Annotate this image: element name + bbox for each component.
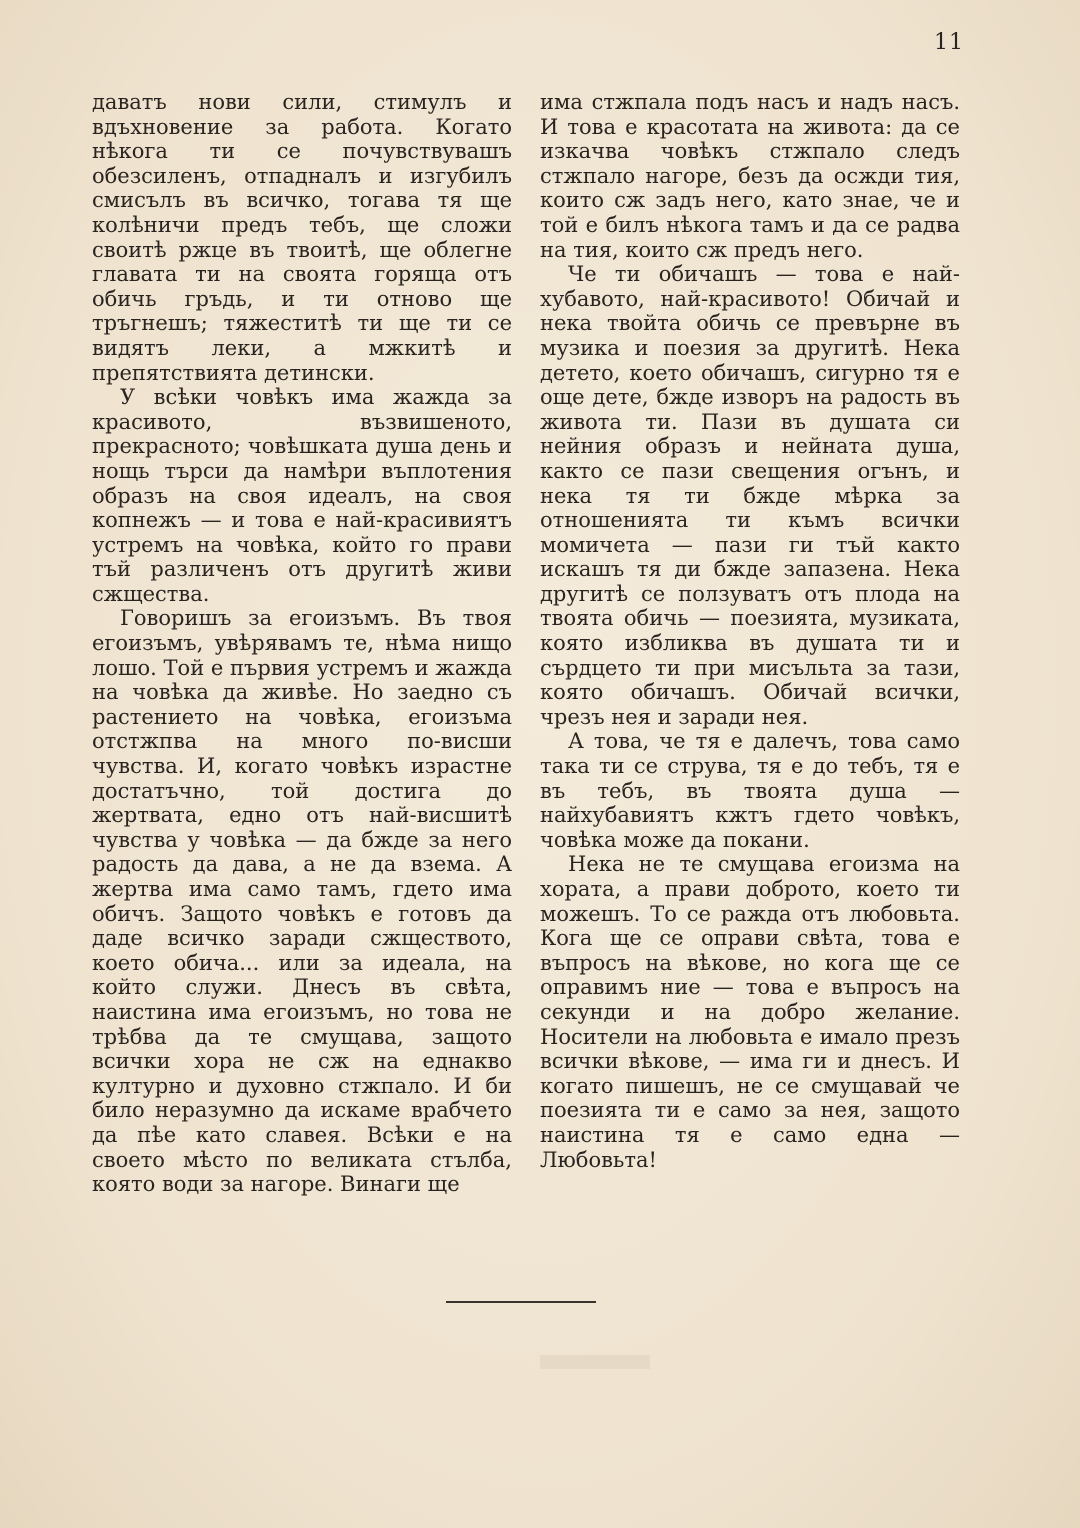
- show-through-mark: [540, 1355, 650, 1369]
- paragraph: У всѣки човѣкъ има жажда за красивото, възвишеното, прекрасното; човѣшката душа день и нощь търси да намѣри въплотения образъ на своя идеалъ, на своя копнежъ — и това е най-красивиятъ устремъ на човѣка, който го прави тъй различенъ отъ другитѣ живи сжщества.: [92, 385, 512, 606]
- paragraph: има стжпала подъ насъ и надъ насъ. И това е красотата на живота: да се изкачва човѣкъ стжпало следъ стжпало нагоре, безъ да осжди тия, които сж задъ него, като знае, че и той е билъ нѣкога тамъ и да се радва на тия, които сж предъ него.: [540, 90, 960, 262]
- paragraph: Нека не те смущава егоизма на хората, а прави доброто, което ти можешъ. То се ражда отъ любовьта. Кога ще се оправи свѣта, това е въпросъ на вѣкове, но кога ще се оправимъ ние — това е въпросъ на секунди и на добро желание. Носители на любовьта е имало презъ всички вѣкове, — има ги и днесъ. И когато пишешъ, не се смущавай че поезията ти е само за нея, защото наистина тя е само една — Любовьта!: [540, 852, 960, 1172]
- right-column: [540, 90, 960, 1172]
- section-end-rule: [446, 1301, 596, 1303]
- paragraph: даватъ нови сили, стимулъ и вдъхновение за работа. Когато нѣкога ти се почувствувашъ обезсиленъ, отпадналъ и изгубилъ смисълъ въ всичко, тогава тя ще колѣничи предъ тебъ, ще сложи своитѣ ржце въ твоитѣ, ще облегне главата ти на своята горяща отъ обичь гръдь, и ти отново ще тръгнешъ; тяжеститѣ ти ще ти се видятъ леки, а мжкитѣ и препятствията детински.: [92, 90, 512, 385]
- paragraph: Говоришъ за егоизъмъ. Въ твоя егоизъмъ, увѣрявамъ те, нѣма нищо лошо. Той е първия устремъ и жажда на човѣка да живѣе. Но заедно съ растението на човѣка, егоизъма отстжпва на много по-висши чувства. И, когато човѣкъ израстне достатъчно, той достига до жертвата, едно отъ най-висшитѣ чувства у човѣка — да бжде за него радость да дава, а не да взема. А жертва има само тамъ, гдето има обичъ. Защото човѣкъ е готовъ да даде всичко заради сжществото, което обича... или за идеала, на който служи. Днесъ въ свѣта, наистина има егоизъмъ, но това не трѣбва да те смущава, защото всички хора не сж на еднакво културно и духовно стжпало. И би било неразумно да искаме врабчето да пѣе като славея. Всѣки е на своето мѣсто по великата стълба, която води за нагоре. Винаги ще: [92, 606, 512, 1197]
- paragraph: Че ти обичашъ — това е най-хубавото, най-красивото! Обичай и нека твойта обичь се превърне въ музика и поезия за другитѣ. Нека детето, което обичашъ, сигурно тя е още дете, бжде изворъ на радость въ живота ти. Пази въ душата си нейния образъ и нейната душа, както се пази свещения огънъ, и нека тя ти бжде мѣрка за отношенията ти къмъ всички момичета — пази ги тъй както искашъ тя ди бжде запазена. Нека другитѣ се ползуватъ отъ плода на твоята обичь — поезията, музиката, която избликва въ душата ти и сърдцето ти при мисъльта за тази, която обичашъ. Обичай всички, чрезъ нея и заради нея.: [540, 262, 960, 729]
- page-number: 11: [934, 30, 964, 55]
- left-column: [92, 90, 512, 1197]
- paragraph: А това, че тя е далечъ, това само така ти се струва, тя е до тебъ, тя е въ тебъ, въ твоята душа — найхубавиятъ кжтъ гдето човѣкъ, човѣка може да покани.: [540, 729, 960, 852]
